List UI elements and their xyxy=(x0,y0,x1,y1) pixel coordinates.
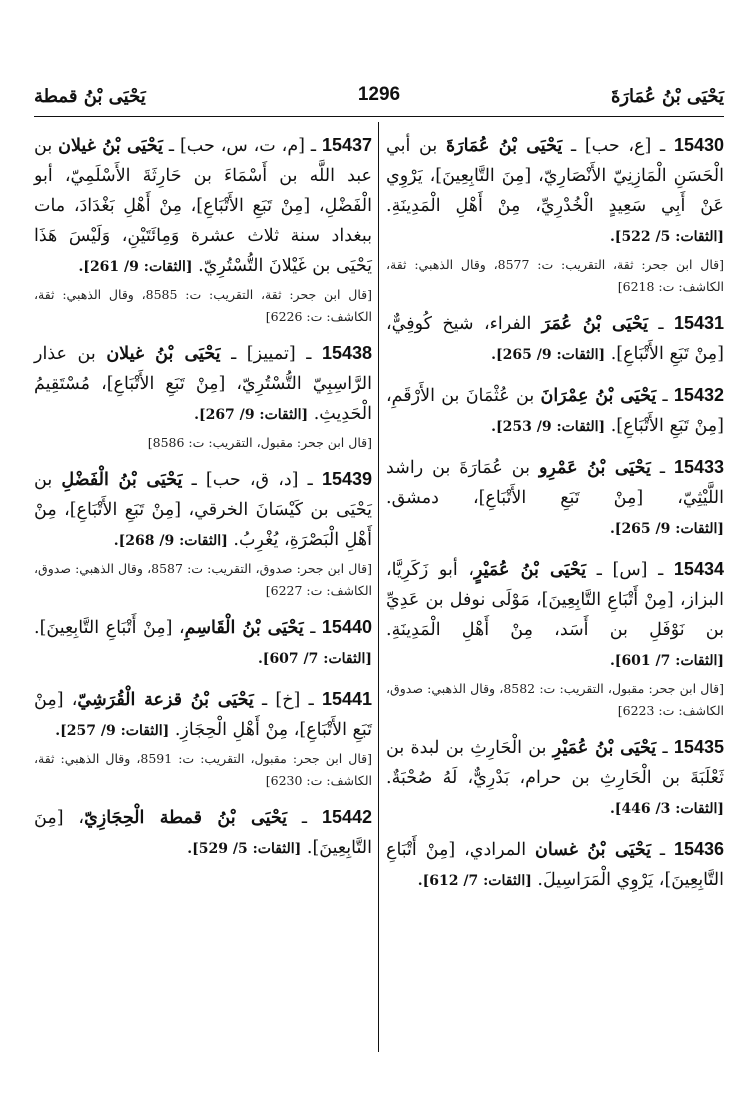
entry-reference: [الثقات: 9/ 261]. xyxy=(78,259,193,275)
entry-body: بن عذار الرَّاسِبِيّ التُّسْتُرِيّ، [مِنْ تَبَعِ الأَتْبَاعِ]، مُسْتَقِيمُ الْحَدِيثِ. xyxy=(34,344,372,424)
entry-body: بن أبي الْحَسَنِ الْمَازِنِيّ الأَنْصَارِيّ، [مِنَ التَّابِعِينَ]، يَرْوِي عَنْ أَبِي سَعِيدٍ الْخُدْرِيِّ، مِنْ أَهْلِ الْمَدِينَةِ. xyxy=(386,136,724,216)
entry-15437 xyxy=(34,130,372,328)
entry-body: ، [مِنْ تَبَعِ الأَتْبَاعِ]، مِنْ أَهْلِ الْحِجَازِ. xyxy=(34,690,372,740)
entry-prefix: ـ xyxy=(651,840,674,860)
entry-body: الفراء، شيخ كُوفِيٌّ، [مِنْ تَبَعِ الأَتْبَاعِ]. xyxy=(386,314,724,364)
entry-15441 xyxy=(34,684,372,792)
entry-prefix: ـ xyxy=(650,458,674,478)
entry-number: 15440 xyxy=(321,617,372,637)
entry-body: ، أبو زَكَرِيَّا، البزاز، [مِنْ أَتْبَاعِ التَّابِعِينَ]، مَوْلَى نوفل بن عَدِيِّ بن نَوْفَلِ بن أَسَد، مِنْ أَهْلِ الْمَدِينَةِ. xyxy=(386,560,724,640)
entry-number: 15439 xyxy=(321,469,372,489)
entry-15431 xyxy=(386,308,724,370)
entry-prefix: ـ xyxy=(287,808,322,828)
entry-body: بن الْحَارِثِ بن لبدة بن ثَعْلَبَةَ بن الْحَارِثِ بن حرام، بَدْرِيٌّ، لَهُ صُحْبَةٌ. xyxy=(386,738,724,788)
entry-15440 xyxy=(34,612,372,674)
entry-name: يَحْيَى بْنُ غسان xyxy=(534,840,652,860)
entry-footnote: [قال ابن جحر: صدوق، التقريب: ت: 8587، وقال الذهبي: صدوق، الكاشف: ت: 6227] xyxy=(34,561,373,598)
entry-15442 xyxy=(34,802,372,864)
entry-body: ، [مِنْ أَتْبَاعِ التَّابِعِينَ]. xyxy=(34,618,185,638)
running-title-right: يَحْيَى بْنُ عُمَارَةَ xyxy=(610,86,724,107)
entry-prefix: ـ [م، ت، س، حب] ـ xyxy=(162,136,322,156)
entry-prefix: ـ [ع، حب] ـ xyxy=(562,136,674,156)
entry-name: يَحْيَى بْنُ عُمَرَ xyxy=(541,314,649,334)
entry-prefix: ـ [د، ق، حب] ـ xyxy=(182,470,322,490)
entry-name: يَحْيَى بْنُ عُمَيْرٍ xyxy=(474,560,587,580)
column-divider xyxy=(378,122,379,1052)
entry-number: 15430 xyxy=(673,135,724,155)
entry-footnote: [قال ابن جحر: ثقة، التقريب: ت: 8577، وقال الذهبي: ثقة، الكاشف: ت: 6218] xyxy=(386,257,725,294)
entry-15436 xyxy=(386,834,724,896)
entry-number: 15433 xyxy=(673,457,724,477)
entry-name: يَحْيَى بْنُ الْفَضْلِ xyxy=(61,470,183,490)
entry-number: 15442 xyxy=(321,807,372,827)
entry-number: 15438 xyxy=(321,343,373,363)
entry-prefix: ـ xyxy=(656,738,674,758)
entry-reference: [الثقات: 5/ 529]. xyxy=(187,841,302,857)
entry-reference: [الثقات: 5/ 522]. xyxy=(609,229,724,245)
entry-reference: [الثقات: 7/ 601]. xyxy=(609,653,724,669)
entry-body: بن عُمَارَةَ بن راشد اللَّيْثِيّ، [مِنْ تَبَعِ الأَتْبَاعِ]، دمشق. xyxy=(386,458,724,508)
entry-prefix: ـ xyxy=(656,386,674,406)
entry-prefix: ـ xyxy=(303,618,322,638)
entry-prefix: ـ [خ] ـ xyxy=(253,690,322,710)
entry-number: 15431 xyxy=(673,313,724,333)
entry-body: بن يَحْيَى بن كَيْسَانَ الخرقي، [مِنْ تَبَعِ الأَتْبَاعِ]، مِنْ أَهْلِ الْبَصْرَةِ، يُغْرِبُ. xyxy=(34,470,372,550)
entry-number: 15436 xyxy=(673,839,725,859)
entry-number: 15441 xyxy=(321,689,372,709)
entry-number: 15434 xyxy=(673,559,724,579)
entry-name: يَحْيَى بْنُ غيلان xyxy=(106,344,221,364)
entry-reference: [الثقات: 9/ 267]. xyxy=(194,407,309,423)
entry-footnote: [قال ابن جحر: مقبول، التقريب: ت: 8591، وقال الذهبي: ثقة، الكاشف: ت: 6230] xyxy=(34,751,372,788)
entry-reference: [الثقات: 9/ 265]. xyxy=(609,521,724,537)
entry-name: يَحْيَى بْنُ عُمَيْرِ xyxy=(552,738,657,758)
entry-15435 xyxy=(386,732,724,824)
entry-body: المرادي، [مِنْ أَتْبَاعِ التَّابِعِينَ]، يَرْوِي الْمَرَاسِيلَ. xyxy=(386,840,724,890)
entry-footnote: [قال ابن جحر: مقبول، التقريب: ت: 8582، وقال الذهبي: صدوق، الكاشف: ت: 6223] xyxy=(386,681,724,718)
right-column xyxy=(386,130,724,906)
entry-reference: [الثقات: 9/ 253]. xyxy=(491,419,606,435)
entry-name: يَحْيَى بْنُ عِمْرَانَ xyxy=(540,386,657,406)
entry-reference: [الثقات: 3/ 446]. xyxy=(609,801,724,817)
entry-name: يَحْيَى بْنُ عَمْرِو xyxy=(538,458,651,478)
entry-15438 xyxy=(34,338,372,454)
entry-number: 15432 xyxy=(673,385,724,405)
entry-footnote: [قال ابن جحر: مقبول، التقريب: ت: 8586] xyxy=(147,435,372,450)
entry-body: ، [مِنَ التَّابِعِينَ]. xyxy=(34,808,372,858)
left-column xyxy=(34,130,372,874)
entry-prefix: ـ xyxy=(648,314,674,334)
entry-15439 xyxy=(34,464,372,602)
entry-reference: [الثقات: 9/ 265]. xyxy=(491,347,606,363)
entry-15433 xyxy=(386,452,724,544)
entry-name: يَحْيَى بْنُ قمطة الْحِجَازِيّ xyxy=(84,808,288,828)
entry-name: يَحْيَى بْنُ قزعة الْقُرَشِيّ xyxy=(77,690,254,710)
entry-name: يَحْيَى بْنُ الْقَاسِمِ xyxy=(184,618,304,638)
entry-number: 15437 xyxy=(321,135,373,155)
page-number: 1296 xyxy=(357,84,401,105)
running-title-left: يَحْيَى بْنُ قمطة xyxy=(34,86,146,107)
entry-prefix: ـ [تمييز] ـ xyxy=(220,344,322,364)
entry-reference: [الثقات: 7/ 612]. xyxy=(417,873,532,889)
entry-name: يَحْيَى بْنُ عُمَارَةَ xyxy=(445,136,563,156)
entry-15434 xyxy=(386,554,724,722)
entry-body: بن عبد اللَّه بن أَسْمَاءَ بن حَارِثَةَ الأَسْلَمِيّ، أبو الْفَضْلِ، [مِنْ تَبَعِ الأَتْبَاعِ]، مِنْ أَهْلِ بَغْدَادَ، مات ببغداد سنة ثلاث عشرة وَمِائَتَيْنِ، وَلَيْسَ هَذَا يَحْيَى بن غَيْلانَ التُّسْتُرِيّ. xyxy=(34,136,372,276)
entry-footnote: [قال ابن جحر: ثقة، التقريب: ت: 8585، وقال الذهبي: ثقة، الكاشف: ت: 6226] xyxy=(34,287,373,324)
entry-name: يَحْيَى بْنُ غيلان xyxy=(58,136,163,156)
entry-15430 xyxy=(386,130,724,298)
entry-reference: [الثقات: 9/ 268]. xyxy=(113,533,228,549)
entry-prefix: ـ [س] ـ xyxy=(586,560,674,580)
entry-number: 15435 xyxy=(673,737,724,757)
entry-body: بن عُثْمَانَ بن الأَرْقَمِ، [مِنْ تَبَعِ الأَتْبَاعِ]. xyxy=(386,386,724,436)
entry-15432 xyxy=(386,380,724,442)
entry-reference: [الثقات: 9/ 257]. xyxy=(55,723,170,739)
page-header xyxy=(34,84,724,117)
entry-reference: [الثقات: 7/ 607]. xyxy=(257,651,372,667)
